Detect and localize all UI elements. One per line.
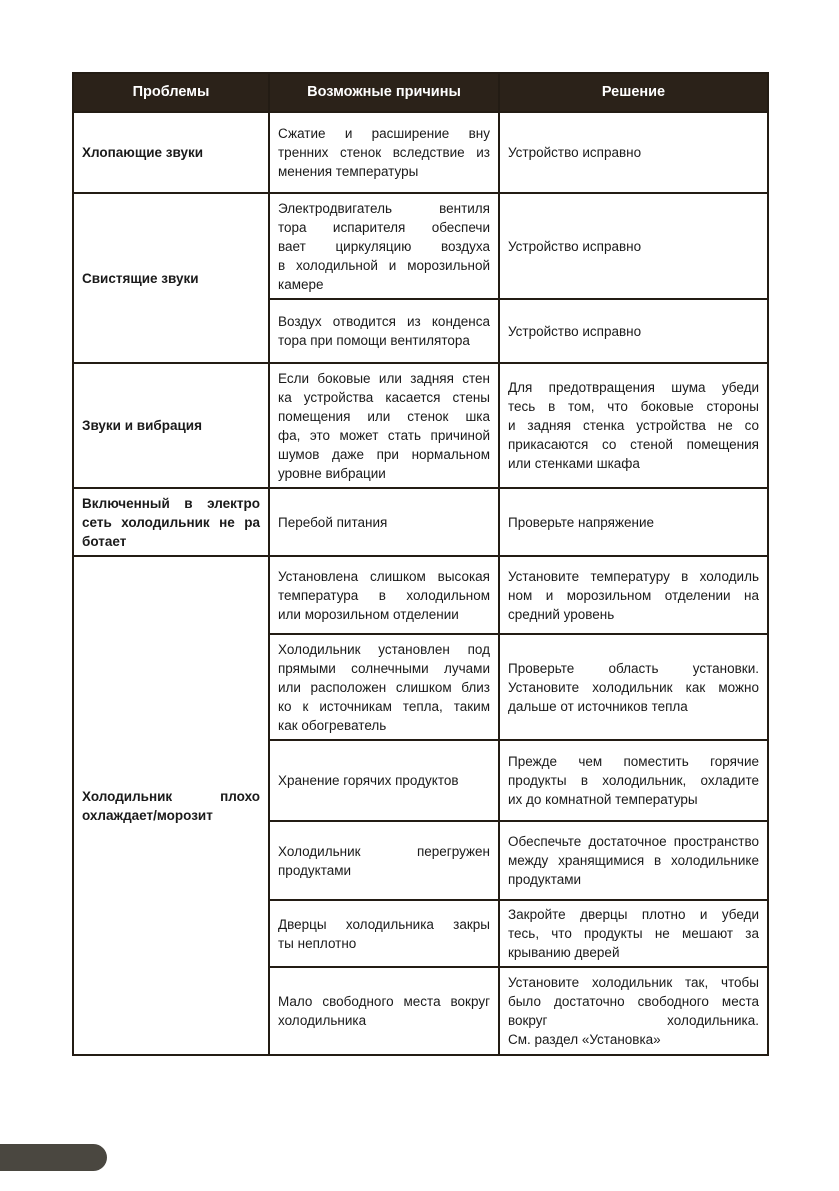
text-line: ном и морозильном отделении на — [508, 587, 759, 603]
text-line: в холодильной и морозильной — [278, 257, 490, 273]
text-line: тесь, что продукты не мешают за — [508, 926, 759, 941]
text-line: Перебой питания — [278, 514, 388, 530]
text-line: Сжатие и расширение вну — [278, 126, 490, 141]
text-line: прямыми солнечными лучами — [278, 660, 490, 676]
header-problems: Проблемы — [73, 73, 269, 112]
text-line: Обеспечьте достаточное пространство — [508, 834, 759, 849]
text-line: как обогреватель — [278, 717, 387, 733]
text-line: Дверцы холодильника закры — [278, 916, 490, 932]
problem-cell — [73, 363, 269, 488]
text-line: вает циркуляцию воздуха — [278, 238, 490, 254]
text-line: вокруг холодильника. — [508, 1013, 759, 1028]
text-line: Включенный в электро — [82, 495, 260, 511]
cause-cell — [269, 556, 499, 634]
problem-cell — [73, 556, 269, 1055]
solution-cell — [499, 193, 768, 299]
text-line: ты неплотно — [278, 935, 357, 951]
table-row — [73, 488, 768, 556]
cause-cell — [269, 363, 499, 488]
troubleshooting-table — [72, 72, 769, 1056]
cause-cell — [269, 967, 499, 1055]
text-line: тесь в том, что боковые стороны — [508, 399, 759, 414]
table-row — [73, 112, 768, 193]
text-line: Устройство исправно — [508, 323, 642, 339]
text-line: Мало свободного места вокруг — [278, 994, 490, 1009]
text-line: температура в холодильном — [278, 587, 490, 603]
solution-cell — [499, 299, 768, 363]
cause-cell — [269, 299, 499, 363]
solution-cell — [499, 740, 768, 821]
solution-cell — [499, 900, 768, 967]
text-line: Проверьте напряжение — [508, 514, 655, 530]
table-row — [73, 363, 768, 488]
text-line: Звуки и вибрация — [82, 418, 202, 433]
text-line: крыванию дверей — [508, 945, 620, 960]
text-line: холодильника — [278, 1013, 367, 1028]
text-line: Установите холодильник так, чтобы — [508, 975, 759, 990]
text-line: тора испарителя обеспечи — [278, 219, 490, 235]
text-line: Проверьте область установки. — [508, 660, 759, 676]
cause-cell — [269, 193, 499, 299]
problem-cell — [73, 488, 269, 556]
text-line: помещения или стенок шка — [278, 408, 490, 424]
solution-cell — [499, 363, 768, 488]
text-line: Прежде чем поместить горячие — [508, 754, 759, 769]
solution-cell — [499, 556, 768, 634]
text-line: ко к источникам тепла, таким — [278, 698, 490, 714]
text-line: Холодильник плохо — [82, 788, 260, 804]
text-line: Установлена слишком высокая — [278, 568, 490, 584]
solution-cell — [499, 634, 768, 740]
solution-cell — [499, 967, 768, 1055]
text-line: менения температуры — [278, 164, 419, 179]
text-line: и задняя стенка устройства не со — [508, 418, 759, 433]
text-line: Установите температуру в холодиль — [508, 568, 759, 584]
text-line: Воздух отводится из конденса — [278, 314, 490, 329]
text-line: Холодильник перегружен — [278, 843, 490, 859]
solution-cell — [499, 112, 768, 193]
problem-cell — [73, 193, 269, 363]
page-footer-bar — [0, 1144, 107, 1171]
text-line: Хлопающие звуки — [82, 145, 204, 160]
text-line: было достаточно свободного места — [508, 994, 759, 1009]
text-line: продуктами — [278, 862, 352, 878]
text-line: камере — [278, 276, 324, 292]
text-line: шумов даже при нормальном — [278, 446, 490, 462]
text-line: Электродвигатель вентиля — [278, 200, 490, 216]
solution-cell — [499, 821, 768, 900]
table-row — [73, 193, 768, 299]
text-line: дальше от источников тепла — [508, 698, 688, 714]
text-line: средний уровень — [508, 606, 615, 622]
text-line: продукты в холодильник, охладите — [508, 773, 759, 788]
cause-cell — [269, 488, 499, 556]
header-solution: Решение — [499, 73, 768, 112]
text-line: или расположен слишком близ — [278, 679, 490, 695]
text-line: фа, это может стать причиной — [278, 427, 490, 443]
cause-cell — [269, 112, 499, 193]
text-line: Закройте дверцы плотно и убеди — [508, 907, 759, 922]
text-line: или стенками шкафа — [508, 456, 640, 471]
text-line: сеть холодильник не ра — [82, 514, 260, 530]
problem-cell — [73, 112, 269, 193]
table-row — [73, 556, 768, 634]
text-line: продуктами — [508, 872, 582, 887]
text-line: Устройство исправно — [508, 238, 642, 254]
cause-cell — [269, 740, 499, 821]
text-line: тренних стенок вследствие из — [278, 145, 490, 160]
text-line: Устройство исправно — [508, 145, 642, 160]
cause-cell — [269, 821, 499, 900]
text-line: Установите холодильник как можно — [508, 679, 759, 695]
header-causes: Возможные причины — [269, 73, 499, 112]
text-line: охлаждает/морозит — [82, 807, 213, 823]
text-line: их до комнатной температуры — [508, 792, 698, 807]
solution-cell — [499, 488, 768, 556]
cause-cell — [269, 900, 499, 967]
text-line: между хранящимися в холодильнике — [508, 853, 759, 868]
text-line: уровне вибрации — [278, 465, 386, 481]
text-line: или морозильном отделении — [278, 606, 459, 622]
text-line: Холодильник установлен под — [278, 641, 490, 657]
text-line: Хранение горячих продуктов — [278, 773, 459, 788]
text-line: См. раздел «Установка» — [508, 1032, 661, 1047]
text-line: ка устройства касается стены — [278, 389, 490, 405]
text-line: тора при помощи вентилятора — [278, 333, 470, 348]
text-line: Для предотвращения шума убеди — [508, 380, 759, 395]
text-line: Свистящие звуки — [82, 270, 199, 286]
text-line: прикасаются со стеной помещения — [508, 437, 759, 452]
text-line: Если боковые или задняя стен — [278, 370, 490, 386]
text-line: ботает — [82, 533, 127, 549]
cause-cell — [269, 634, 499, 740]
